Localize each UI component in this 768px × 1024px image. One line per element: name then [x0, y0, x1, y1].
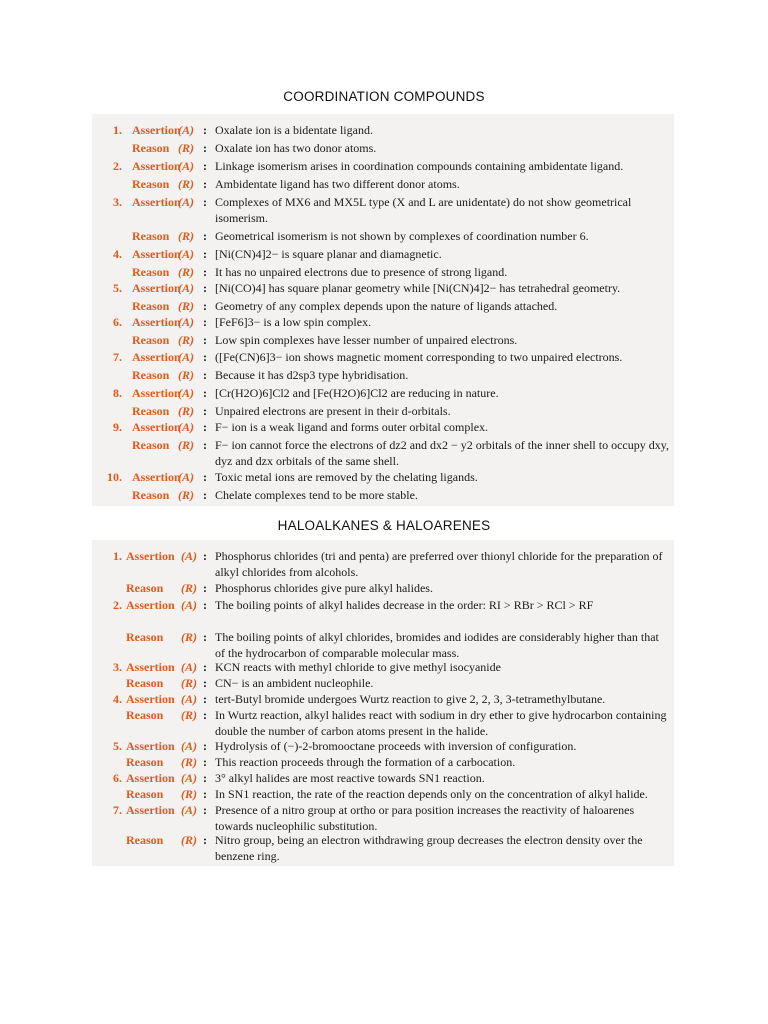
reason-tag: (R)	[178, 333, 194, 347]
coordination-panel	[92, 114, 674, 506]
item-number: 9.	[113, 420, 122, 434]
reason-label: Reason	[132, 141, 170, 155]
colon: :	[203, 195, 207, 209]
assertion-text: ([Fe(CN)6]3− ion shows magnetic moment corresponding to two unpaired electrons.	[215, 350, 623, 364]
reason-label: Reason	[126, 787, 164, 801]
assertion-tag: (A)	[181, 598, 197, 612]
colon: :	[203, 229, 207, 243]
reason-text: Oxalate ion has two donor atoms.	[215, 141, 377, 155]
reason-label: Reason	[132, 368, 170, 382]
colon: :	[203, 386, 207, 400]
assertion-text: Phosphorus chlorides (tri and penta) are preferred over thionyl chloride for the preparation of alkyl chlorides from alcohols.	[215, 549, 663, 579]
assertion-label: Assertion	[126, 692, 175, 706]
reason-tag: (R)	[181, 833, 197, 847]
assertion-label: Assertion	[126, 771, 175, 785]
colon: :	[203, 708, 207, 722]
assertion-label: Assertion	[132, 247, 181, 261]
reason-text: In Wurtz reaction, alkyl halides react with sodium in dry ether to give hydrocarbon containing double the number of carbon atoms present in the halide.	[215, 708, 667, 738]
assertion-label: Assertion	[132, 420, 181, 434]
assertion-label: Assertion	[132, 281, 181, 295]
colon: :	[203, 488, 207, 502]
item-number: 5.	[113, 281, 122, 295]
assertion-label: Assertion	[126, 549, 175, 563]
reason-label: Reason	[126, 833, 164, 847]
assertion-text: tert-Butyl bromide undergoes Wurtz reaction to give 2, 2, 3, 3-tetramethylbutane.	[215, 692, 606, 706]
reason-tag: (R)	[178, 368, 194, 382]
haloalkanes-panel	[92, 540, 674, 866]
reason-text: It has no unpaired electrons due to presence of strong ligand.	[215, 265, 508, 279]
reason-text: Phosphorus chlorides give pure alkyl halides.	[215, 581, 433, 595]
assertion-text: Hydrolysis of (−)-2-bromooctane proceeds with inversion of configuration.	[215, 739, 577, 753]
item-number: 8.	[113, 386, 122, 400]
reason-tag: (R)	[178, 438, 194, 452]
reason-text: The boiling points of alkyl chlorides, bromides and iodides are considerably higher than that of the hydrocarbon of comparable molecular mass.	[215, 630, 659, 660]
colon: :	[203, 159, 207, 173]
reason-label: Reason	[126, 755, 164, 769]
assertion-tag: (A)	[178, 386, 194, 400]
colon: :	[203, 420, 207, 434]
item-number: 4.	[113, 247, 122, 261]
reason-tag: (R)	[181, 755, 197, 769]
assertion-label: Assertion	[126, 598, 175, 612]
reason-label: Reason	[126, 630, 164, 644]
reason-label: Reason	[132, 404, 170, 418]
assertion-text: Oxalate ion is a bidentate ligand.	[215, 123, 373, 137]
assertion-tag: (A)	[178, 420, 194, 434]
colon: :	[203, 581, 207, 595]
assertion-text: KCN reacts with methyl chloride to give methyl isocyanide	[215, 660, 501, 674]
colon: :	[203, 299, 207, 313]
reason-text: Ambidentate ligand has two different donor atoms.	[215, 177, 460, 191]
reason-tag: (R)	[178, 488, 194, 502]
reason-text: In SN1 reaction, the rate of the reaction depends only on the concentration of alkyl halide.	[215, 787, 648, 801]
colon: :	[203, 315, 207, 329]
colon: :	[203, 692, 207, 706]
colon: :	[203, 739, 207, 753]
colon: :	[203, 676, 207, 690]
assertion-tag: (A)	[178, 159, 194, 173]
assertion-label: Assertion	[126, 660, 175, 674]
reason-tag: (R)	[181, 787, 197, 801]
assertion-text: Complexes of MX6 and MX5L type (X and L are unidentate) do not show geometrical isomerism.	[215, 195, 632, 225]
item-number: 7.	[113, 803, 122, 817]
reason-label: Reason	[132, 438, 170, 452]
assertion-text: [FeF6]3− is a low spin complex.	[215, 315, 372, 329]
colon: :	[203, 265, 207, 279]
assertion-text: Presence of a nitro group at ortho or para position increases the reactivity of haloarenes towards nucleophilic substitution.	[215, 803, 635, 833]
colon: :	[203, 438, 207, 452]
colon: :	[203, 787, 207, 801]
reason-label: Reason	[132, 333, 170, 347]
colon: :	[203, 177, 207, 191]
item-number: 1.	[113, 549, 122, 563]
assertion-label: Assertion	[126, 739, 175, 753]
reason-label: Reason	[132, 265, 170, 279]
assertion-label: Assertion	[132, 123, 181, 137]
colon: :	[203, 333, 207, 347]
reason-tag: (R)	[181, 630, 197, 644]
assertion-label: Assertion	[132, 470, 181, 484]
item-number: 2.	[113, 159, 122, 173]
reason-text: Chelate complexes tend to be more stable.	[215, 488, 418, 502]
assertion-tag: (A)	[181, 660, 197, 674]
section-heading-coordination: COORDINATION COMPOUNDS	[283, 89, 485, 104]
assertion-text: The boiling points of alkyl halides decrease in the order: RI > RBr > RCl > RF	[215, 598, 594, 612]
assertion-text: [Ni(CN)4]2− is square planar and diamagnetic.	[215, 247, 442, 261]
reason-tag: (R)	[181, 676, 197, 690]
reason-tag: (R)	[178, 229, 194, 243]
colon: :	[203, 833, 207, 847]
colon: :	[203, 350, 207, 364]
assertion-tag: (A)	[178, 247, 194, 261]
assertion-text: Linkage isomerism arises in coordination compounds containing ambidentate ligand.	[215, 159, 624, 173]
colon: :	[203, 598, 207, 612]
assertion-tag: (A)	[181, 739, 197, 753]
item-number: 6.	[113, 771, 122, 785]
reason-label: Reason	[132, 177, 170, 191]
assertion-tag: (A)	[178, 195, 194, 209]
reason-tag: (R)	[178, 299, 194, 313]
reason-label: Reason	[126, 708, 164, 722]
colon: :	[203, 470, 207, 484]
assertion-tag: (A)	[178, 315, 194, 329]
reason-text: Unpaired electrons are present in their d-orbitals.	[215, 404, 451, 418]
reason-tag: (R)	[178, 177, 194, 191]
item-number: 4.	[113, 692, 122, 706]
colon: :	[203, 771, 207, 785]
assertion-tag: (A)	[178, 123, 194, 137]
assertion-tag: (A)	[181, 692, 197, 706]
reason-tag: (R)	[181, 708, 197, 722]
item-number: 5.	[113, 739, 122, 753]
assertion-tag: (A)	[181, 803, 197, 817]
reason-text: F− ion cannot force the electrons of dz2 and dx2 − y2 orbitals of the inner shell to occupy dxy, dyz and dzx orbitals of the same shell.	[215, 438, 669, 468]
reason-label: Reason	[126, 581, 164, 595]
colon: :	[203, 141, 207, 155]
assertion-text: [Ni(CO)4] has square planar geometry while [Ni(CN)4]2− has tetrahedral geometry.	[215, 281, 621, 295]
reason-text: Geometry of any complex depends upon the nature of ligands attached.	[215, 299, 558, 313]
assertion-tag: (A)	[178, 470, 194, 484]
item-number: 7.	[113, 350, 122, 364]
item-number: 3.	[113, 195, 122, 209]
reason-text: CN− is an ambident nucleophile.	[215, 676, 374, 690]
assertion-label: Assertion	[132, 159, 181, 173]
reason-text: Because it has d2sp3 type hybridisation.	[215, 368, 409, 382]
assertion-tag: (A)	[178, 350, 194, 364]
reason-tag: (R)	[178, 265, 194, 279]
colon: :	[203, 549, 207, 563]
colon: :	[203, 123, 207, 137]
item-number: 10.	[107, 470, 122, 484]
colon: :	[203, 247, 207, 261]
reason-label: Reason	[132, 299, 170, 313]
assertion-text: F− ion is a weak ligand and forms outer orbital complex.	[215, 420, 489, 434]
reason-tag: (R)	[178, 141, 194, 155]
assertion-label: Assertion	[132, 315, 181, 329]
assertion-label: Assertion	[126, 803, 175, 817]
assertion-tag: (A)	[181, 549, 197, 563]
colon: :	[203, 660, 207, 674]
assertion-label: Assertion	[132, 350, 181, 364]
assertion-tag: (A)	[178, 281, 194, 295]
colon: :	[203, 404, 207, 418]
item-number: 1.	[113, 123, 122, 137]
assertion-tag: (A)	[181, 771, 197, 785]
item-number: 2.	[113, 598, 122, 612]
colon: :	[203, 368, 207, 382]
colon: :	[203, 803, 207, 817]
reason-tag: (R)	[178, 404, 194, 418]
section-heading-haloalkanes: HALOALKANES & HALOARENES	[277, 518, 491, 533]
reason-text: Low spin complexes have lesser number of unpaired electrons.	[215, 333, 518, 347]
assertion-text: Toxic metal ions are removed by the chelating ligands.	[215, 470, 478, 484]
assertion-text: [Cr(H2O)6]Cl2 and [Fe(H2O)6]Cl2 are reducing in nature.	[215, 386, 499, 400]
assertion-text: 3° alkyl halides are most reactive towards SN1 reaction.	[215, 771, 485, 785]
reason-tag: (R)	[181, 581, 197, 595]
reason-label: Reason	[132, 488, 170, 502]
colon: :	[203, 630, 207, 644]
reason-label: Reason	[126, 676, 164, 690]
colon: :	[203, 755, 207, 769]
item-number: 6.	[113, 315, 122, 329]
reason-text: This reaction proceeds through the formation of a carbocation.	[215, 755, 516, 769]
assertion-label: Assertion	[132, 195, 181, 209]
colon: :	[203, 281, 207, 295]
reason-text: Nitro group, being an electron withdrawing group decreases the electron density over the benzene ring.	[215, 833, 643, 863]
item-number: 3.	[113, 660, 122, 674]
reason-text: Geometrical isomerism is not shown by complexes of coordination number 6.	[215, 229, 589, 243]
reason-label: Reason	[132, 229, 170, 243]
assertion-label: Assertion	[132, 386, 181, 400]
